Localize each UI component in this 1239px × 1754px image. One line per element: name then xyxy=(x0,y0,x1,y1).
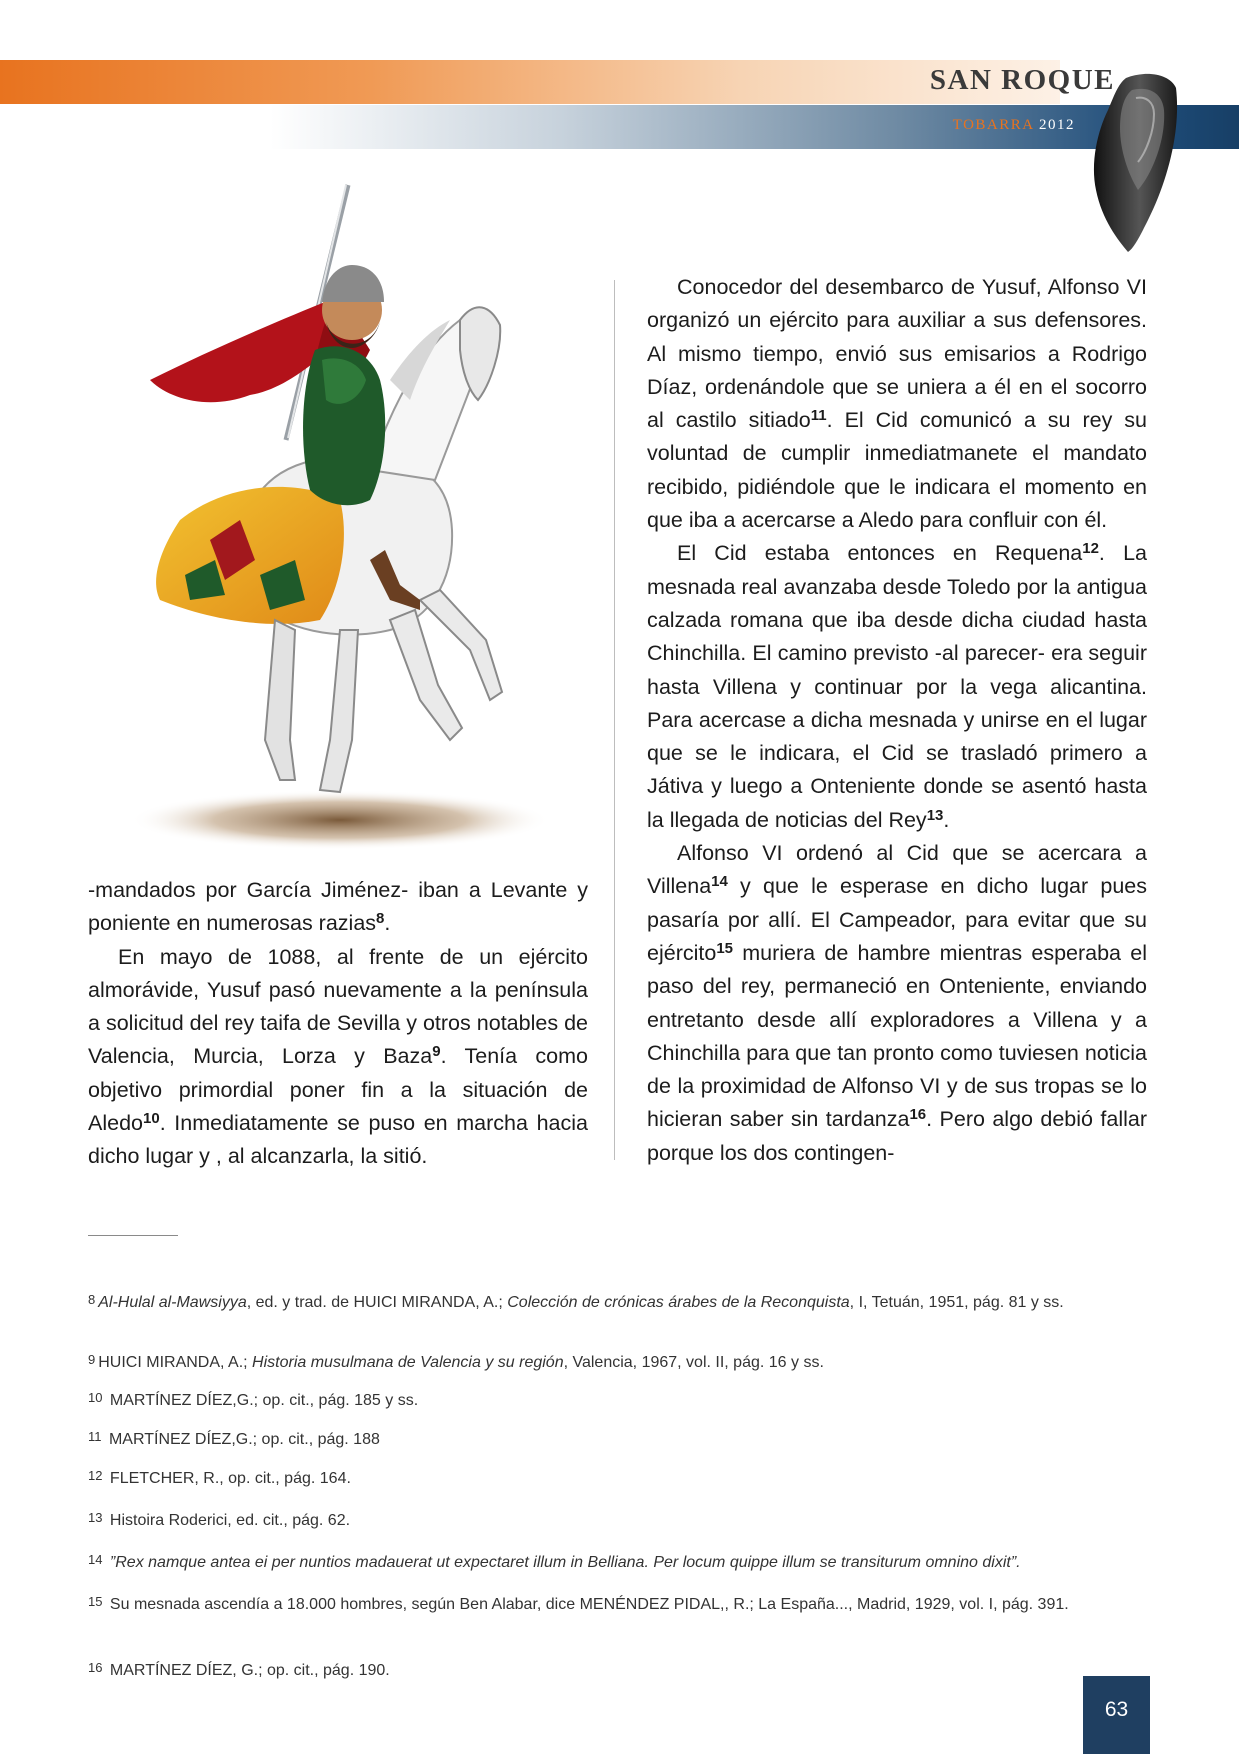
column-divider xyxy=(614,280,615,1160)
right-column xyxy=(647,271,1147,1170)
left-paragraph-2: En mayo de 1088, al frente de un ejército almorávide, Yusuf pasó nuevamente a la península a solicitud del rey taifa de Sevilla y otros notables de Valencia, Murcia, Lorza y Baza$^9$. Tenía como objetivo primordial poner fin a la situación de Aledo$^{10}$. Inmediatamente se puso en marcha hacia dicho lugar y , al alcanzarla, la sitió. xyxy=(88,944,589,1169)
header-band-orange xyxy=(0,60,1060,104)
edition-town: TOBARRA xyxy=(952,117,1034,133)
footnote-11: 11 MARTÍNEZ DÍEZ,G.; op. cit., pág. 188 xyxy=(88,1429,380,1448)
footnote-9: 9 HUICI MIRANDA, A.; Historia musulmana de Valencia y su región, Valencia, 1967, vol. II, pág. 16 y ss. xyxy=(88,1352,824,1371)
footnote-separator xyxy=(88,1235,178,1236)
footnote-ref: 14 xyxy=(711,873,728,891)
edition-year: 2012 xyxy=(1039,117,1075,133)
right-paragraph-3: Alfonso VI ordenó al Cid que se acercara a Villena$^{14}$ y que le esperase en dicho lugar pues pasaría por allí. El Campeador, para evitar que su ejército$^{15}$ muriera de hambre mientras esperaba el paso del rey, permaneció en Onteniente, enviando entretanto desde allí exploradores a Villena y a Chinchilla para que tan pronto como tuviesen noticia de la proximidad de Alfonso VI y de sus tropas se lo hicieran saber sin tardanza$^{16}$. Pero algo debió fallar porque los dos contingen- xyxy=(647,841,1148,1165)
left-column xyxy=(88,874,588,1174)
footnote-12: 12 FLETCHER, R., op. cit., pág. 164. xyxy=(88,1468,351,1487)
footnote-13: 13 Histoira Roderici, ed. cit., pág. 62. xyxy=(88,1510,351,1529)
magazine-title: SAN ROQUE xyxy=(929,64,1115,96)
footnote-ref: 8 xyxy=(376,910,385,928)
left-paragraph-1: -mandados por García Jiménez- iban a Levante y poniente en numerosas razias$^8$. xyxy=(88,878,588,936)
hat-icon xyxy=(1088,70,1183,255)
footnote-ref: 15 xyxy=(716,939,733,957)
footnote-10: 10 MARTÍNEZ DÍEZ,G.; op. cit., pág. 185 y ss. xyxy=(88,1390,419,1409)
knight-on-horse-illustration xyxy=(90,180,580,870)
footnote-ref: 16 xyxy=(909,1106,927,1124)
footnote-14: 14 ”Rex namque antea ei per nuntios madauerat ut expectaret illum in Belliana. Per locum quippe illum se transiturum omnino dixit”. xyxy=(88,1552,1021,1571)
edition-label xyxy=(953,117,1075,134)
footnote-ref: 12 xyxy=(1082,540,1099,558)
footnote-ref: 10 xyxy=(143,1110,160,1128)
footnote-8: 8 Al-Hulal al-Mawsiyya, ed. y trad. de HUICI MIRANDA, A.; Colección de crónicas árabes de la Reconquista, I, Tetuán, 1951, pág. 81 y ss. xyxy=(88,1292,1064,1311)
footnote-ref: 11 xyxy=(810,407,827,425)
footnote-ref: 9 xyxy=(432,1043,441,1061)
footnote-15: 15 Su mesnada ascendía a 18.000 hombres, según Ben Alabar, dice MENÉNDEZ PIDAL,, R.; La España..., Madrid, 1929, vol. I, pág. 391. xyxy=(88,1594,1069,1613)
footnote-ref: 13 xyxy=(926,806,944,824)
page-number-box xyxy=(1083,1676,1150,1754)
right-paragraph-2: El Cid estaba entonces en Requena$^{12}$. La mesnada real avanzaba desde Toledo por la antigua calzada romana que iba desde dicha ciudad hasta Chinchilla. El camino previsto -al parecer- era seguir hasta Villena y continuar por la vega alicantina. Para acercase a dicha mesnada y unirse en el lugar que se le indicara, el Cid se trasladó primero a Játiva y luego a Onteniente donde se asentó hasta la llegada de noticias del Rey$^{13}$. xyxy=(647,540,1147,832)
footnote-16: 16 MARTÍNEZ DÍEZ, G.; op. cit., pág. 190. xyxy=(88,1660,390,1679)
page-number: 63 xyxy=(1104,1698,1129,1721)
right-paragraph-1: Conocedor del desembarco de Yusuf, Alfonso VI organizó un ejército para auxiliar a sus defensores. Al mismo tiempo, envió sus emisarios a Rodrigo Díaz, ordenándole que se uniera a él en el socorro al castilo sitiado$^{11}$. El Cid comunicó a su rey su voluntad de cumplir inmediatmanete el mandato recibido, pidiéndole que le indicara el momento en que iba a acercarse a Aledo para confluir con él. xyxy=(647,275,1147,533)
